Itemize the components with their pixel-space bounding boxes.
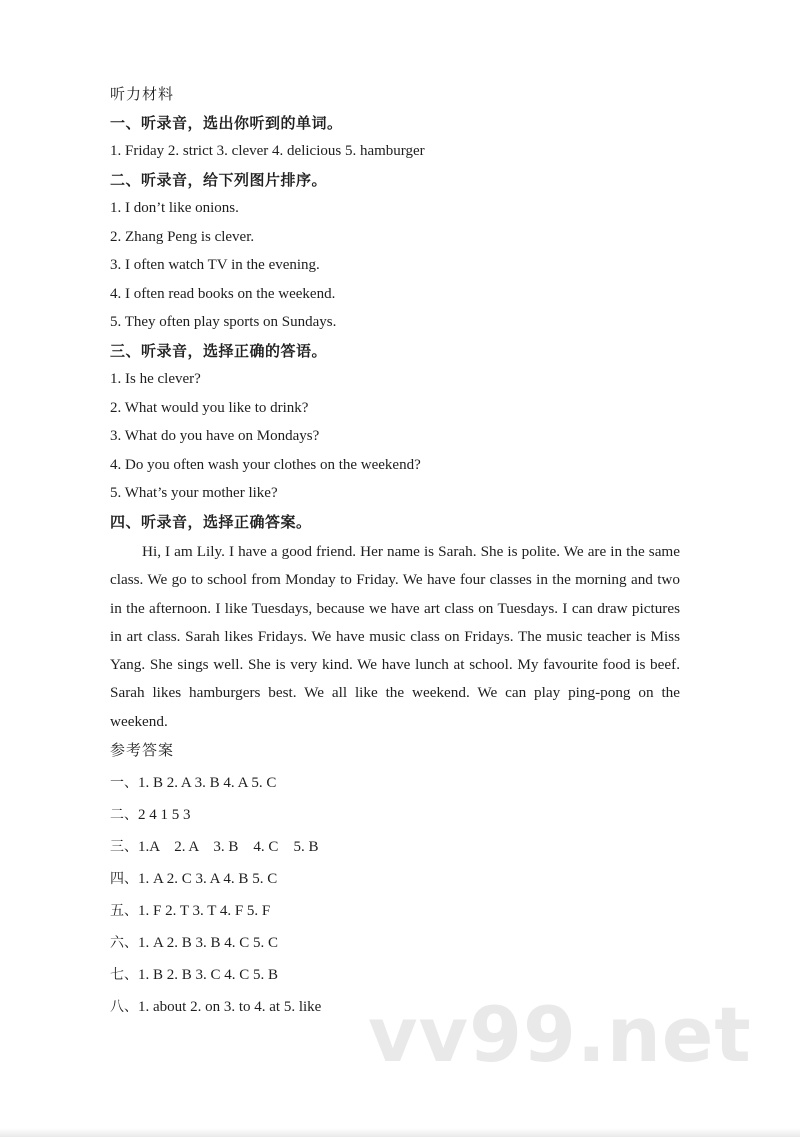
answer-text: 2 4 1 5 3 (138, 806, 191, 823)
section-2-line-1: 1. I don’t like onions. (110, 200, 239, 216)
document-content (110, 80, 680, 1023)
section-2-line-4: 4. I often read books on the weekend. (110, 285, 336, 302)
answer-text: 1. A 2. C 3. A 4. B 5. C (138, 870, 278, 887)
listening-material-title: 听力材料 (110, 85, 175, 103)
answer-text: 1. B 2. A 3. B 4. A 5. C (138, 774, 277, 791)
section-3-line-5: 5. What’s your mother like? (110, 485, 278, 501)
answer-row-5 (110, 895, 680, 927)
answer-prefix: 一、 (110, 774, 138, 791)
watermark: vv99.net (368, 990, 752, 1079)
answer-row-4 (110, 863, 680, 895)
section-2-line-3: 3. I often watch TV in the evening. (110, 257, 320, 273)
section-3-line-4: 4. Do you often wash your clothes on the weekend? (110, 456, 421, 473)
page-bottom-edge (0, 1128, 800, 1137)
listening-passage: Hi, I am Lily. I have a good friend. Her name is Sarah. She is polite. We are in the same class. We go to school from Monday to Friday. We have four classes in the morning and two in the afternoon. I like Tuesdays, because we have art class on Tuesdays. I can draw pictures in art class. Sarah likes Fridays. We have music class on Fridays. The music teacher is Miss Yang. She sings well. She is very kind. We have lunch at school. My favourite food is beef. Sarah likes hamburgers best. We all like the weekend. We can play ping-pong on the weekend. (110, 543, 680, 730)
answer-row-1 (110, 767, 680, 799)
answer-prefix: 三、 (110, 838, 138, 855)
answer-row-6 (110, 927, 680, 959)
answer-row-7 (110, 959, 680, 991)
section-4-heading: 四、听录音，选择正确答案。 (110, 512, 312, 531)
answer-row-2 (110, 799, 680, 831)
answer-text: 1. B 2. B 3. C 4. C 5. B (138, 966, 279, 983)
answer-prefix: 六、 (110, 934, 138, 951)
answer-prefix: 五、 (110, 902, 138, 919)
answer-prefix: 四、 (110, 870, 138, 887)
section-1-line-1: 1. Friday 2. strict 3. clever 4. delicious 5. hamburger (110, 143, 425, 159)
answer-prefix: 八、 (110, 998, 138, 1015)
section-2-heading: 二、听录音，给下列图片排序。 (110, 170, 328, 189)
section-2-line-5: 5. They often play sports on Sundays. (110, 314, 337, 330)
section-3-line-1: 1. Is he clever? (110, 371, 201, 387)
answer-row-3 (110, 831, 680, 863)
answer-prefix: 二、 (110, 806, 138, 823)
answer-key-title: 参考答案 (110, 741, 175, 760)
answer-text: 1. about 2. on 3. to 4. at 5. like (138, 998, 322, 1015)
answer-key-list (110, 767, 680, 1023)
answer-text: 1. A 2. B 3. B 4. C 5. C (138, 934, 279, 951)
section-1-heading: 一、听录音，选出你听到的单词。 (110, 113, 343, 132)
section-3-heading: 三、听录音，选择正确的答语。 (110, 341, 328, 360)
answer-text: 1. F 2. T 3. T 4. F 5. F (138, 902, 271, 919)
section-3-line-2: 2. What would you like to drink? (110, 399, 309, 416)
section-2-line-2: 2. Zhang Peng is clever. (110, 228, 255, 245)
answer-prefix: 七、 (110, 966, 138, 983)
section-3-line-3: 3. What do you have on Mondays? (110, 428, 320, 444)
answer-text: 1.A 2. A 3. B 4. C 5. B (138, 838, 319, 855)
